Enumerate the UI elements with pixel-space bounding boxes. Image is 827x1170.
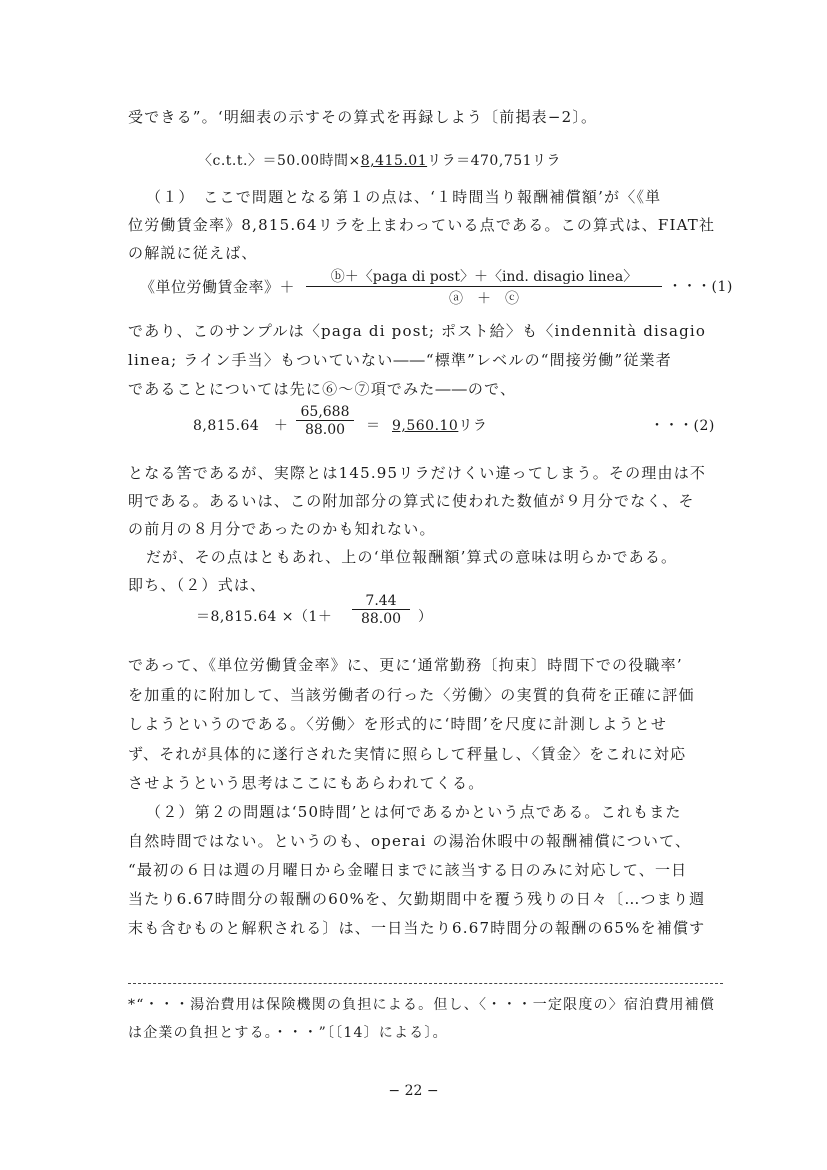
formula-1-left: 《単位労働賃金率》＋ <box>140 278 296 296</box>
footnote-line: *“・・・湯治費用は保険機関の負担による。但し、〈・・・一定限度の〉宿泊費用補償 <box>128 997 716 1013</box>
text-line: の前月の８月分であったのかも知れない。 <box>128 520 436 538</box>
text-line: 位労働賃金率》8,815.64リラを上まわっている点である。この算式は、FIAT社 <box>128 216 716 234</box>
formula-1-numerator: ⓑ＋〈paga di post〉＋〈ind. disagio linea〉 <box>306 266 662 287</box>
formula-3-left: ＝8,815.64 ×（1＋ <box>196 609 333 625</box>
formula-2-equals: ＝ <box>366 418 381 434</box>
formula-ctt-left: 〈c.t.t.〉＝50.00時間× <box>198 153 361 169</box>
text-line: を加重的に附加して、当該労働者の行った〈労働〉の実質的負荷を正確に評価 <box>128 686 695 704</box>
text-line: 末も含むものと解釈される〕は、一日当たり6.67時間分の報酬の65%を補償す <box>128 919 706 937</box>
text-line: 受できる”。‘明細表の示すその算式を再録しよう〔前掲表−2〕。 <box>128 108 598 126</box>
text-line: “最初の６日は週の月曜日から金曜日までに該当する日のみに対応して、一日 <box>128 861 688 879</box>
formula-2-result-value: 9,560.10 <box>392 418 459 434</box>
text-line: （１） ここで問題となる第１の点は、‘１時間当り報酬補償額’が〈《単 <box>146 188 662 206</box>
formula-1-fraction <box>306 266 662 308</box>
formula-ctt <box>198 150 561 170</box>
formula-ctt-rate: 8,415.01 <box>360 153 428 169</box>
formula-ctt-right: リラ＝470,751リラ <box>427 153 562 169</box>
text-line: 当たり6.67時間分の報酬の60%を、欠勤期間中を覆う残りの日々〔…つまり週 <box>128 890 706 908</box>
text-line: linea; ライン手当〉もついていない――“標準”レベルの“間接労働”従業者 <box>128 351 672 369</box>
formula-2-numerator: 65,688 <box>296 404 354 421</box>
formula-1-tag: ・・・(1) <box>668 279 733 295</box>
text-line: の解説に従えば、 <box>128 244 258 262</box>
text-line: （２）第２の問題は‘50時間’とは何であるかという点である。これもまた <box>146 803 682 821</box>
page-number: − 22 − <box>388 1083 439 1099</box>
text-line: 即ち、（２）式は、 <box>128 576 267 594</box>
footnote-rule <box>128 983 723 984</box>
formula-3-numerator: 7.44 <box>352 593 410 610</box>
text-line: であることについては先に⑥〜⑦項でみた――ので、 <box>128 380 517 398</box>
formula-2-result-unit: リラ <box>458 418 488 434</box>
formula-1-denominator: ⓐ ＋ ⓒ <box>449 291 519 307</box>
text-line: させようという思考はここにもあらわれてくる。 <box>128 774 485 792</box>
formula-3-fraction <box>352 593 410 627</box>
footnote-line: は企業の負担とする。・・・”〔〔14〕による〕。 <box>128 1025 448 1041</box>
formula-2-result <box>392 415 487 435</box>
text-line: ず、それが具体的に遂行された実情に照らして秤量し、〈賃金〉をこれに対応 <box>128 745 687 763</box>
text-line: であって、《単位労働賃金率》に、更に‘通常勤務〔拘束〕時間下での役職率’ <box>128 656 683 674</box>
formula-3-right: ） <box>418 609 433 625</box>
text-line: となる筈であるが、実際とは145.95リラだけくい違ってしまう。その理由は不 <box>128 464 707 482</box>
formula-2-left: 8,815.64 ＋ <box>193 418 289 434</box>
text-line: 自然時間ではない。というのも、operai の湯治休暇中の報酬補償について、 <box>128 832 692 850</box>
text-line: であり、このサンプルは〈paga di post; ポスト給〉も〈indennità disagio <box>128 322 707 340</box>
formula-3-denominator: 88.00 <box>360 611 402 627</box>
formula-2-tag: ・・・(2) <box>650 418 715 434</box>
text-line: だが、その点はともあれ、上の‘単位報酬額’算式の意味は明らかである。 <box>146 548 678 566</box>
formula-2-denominator: 88.00 <box>304 422 346 438</box>
text-line: しようというのである。〈労働〉を形式的に‘時間’を尺度に計測しようとせ <box>128 715 668 733</box>
formula-2-fraction <box>296 404 354 438</box>
text-line: 明である。あるいは、この附加部分の算式に使われた数値が９月分でなく、そ <box>128 492 695 510</box>
